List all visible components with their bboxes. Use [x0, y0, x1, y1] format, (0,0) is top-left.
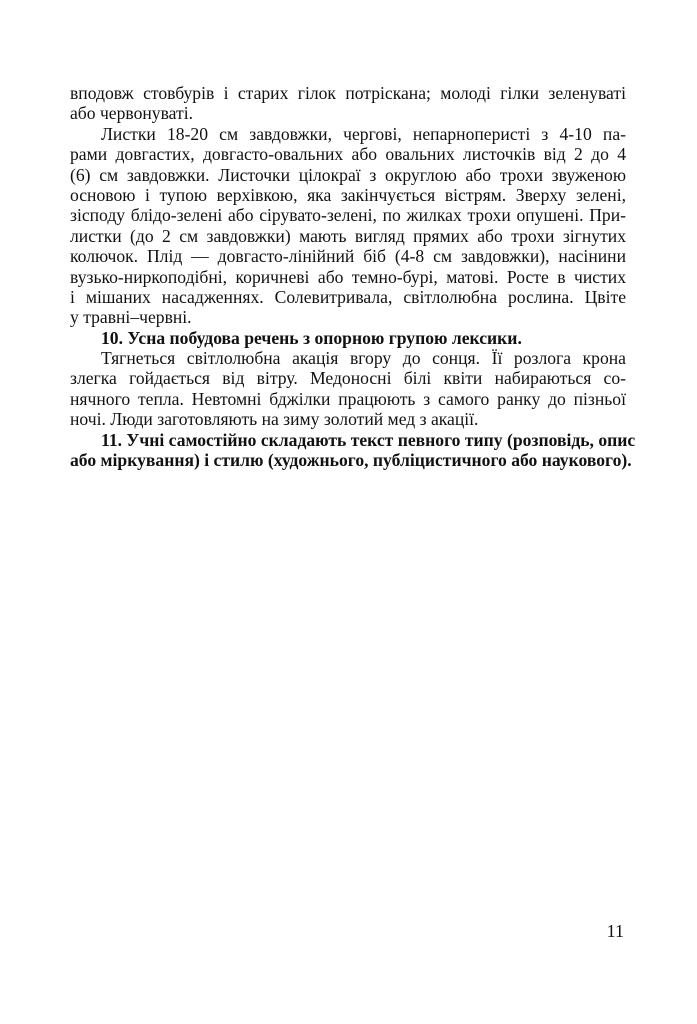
- text-line: ночі. Люди заготовляють на зиму золотий мед з акації.: [70, 409, 479, 430]
- text-line: рами довгастих, довгасто-овальних або овальних листочків від 2 до 4: [70, 144, 626, 165]
- section-heading: 10. Усна побудова речень з опорною групою лексики.: [101, 327, 522, 348]
- task-11-heading: [70, 429, 636, 471]
- text-line: нячного тепла. Невтомні бджілки працюють з самого ранку до пізньої: [70, 388, 626, 409]
- text-line: листки (до 2 см завдовжки) мають вигляд прямих або трохи зігнутих: [70, 225, 626, 246]
- paragraph-continuation: [70, 83, 626, 124]
- text-line: колючок. Плід — довгасто-лінійний біб (4-8 см завдовжки), насінини: [70, 246, 626, 267]
- section-heading: або міркування) і стилю (художнього, публіцистичного або наукового).: [70, 450, 632, 471]
- text-line: вузько-ниркоподібні, коричневі або темно-бурі, матові. Росте в чистих: [70, 266, 626, 287]
- text-line: зісподу блідо-зелені або сірувато-зелені, по жилках трохи опушені. При-: [70, 205, 626, 226]
- text-line: у травні–червні.: [70, 307, 192, 328]
- section-heading: 11. Учні самостійно складають текст певного типу (розповідь, опис: [101, 429, 636, 450]
- paragraph-leaves-description: [70, 124, 626, 328]
- page-body: [70, 83, 636, 471]
- text-line: або червонуваті.: [70, 103, 194, 124]
- page-number: 11: [606, 921, 624, 941]
- text-line: Листки 18-20 см завдовжки, чергові, непарноперисті з 4-10 па-: [101, 123, 626, 144]
- task-10-heading: [70, 328, 626, 348]
- text-line: вподовж стовбурів і старих гілок потріскана; молоді гілки зеленуваті: [70, 83, 626, 103]
- text-line: основою і тупою верхівкою, яка закінчується вістрям. Зверху зелені,: [70, 184, 626, 205]
- text-line: злегка гойдається від вітру. Медоносні білі квіти набираються со-: [70, 368, 626, 389]
- text-line: Тягнеться світлолюбна акація вгору до сонця. Її розлога крона: [101, 348, 626, 369]
- text-line: і мішаних насадженнях. Солевитривала, світлолюбна рослина. Цвіте: [70, 286, 626, 307]
- paragraph-task-10: [70, 348, 626, 430]
- text-line: (6) см завдовжки. Листочки цілокраї з округлою або трохи звуженою: [70, 164, 626, 185]
